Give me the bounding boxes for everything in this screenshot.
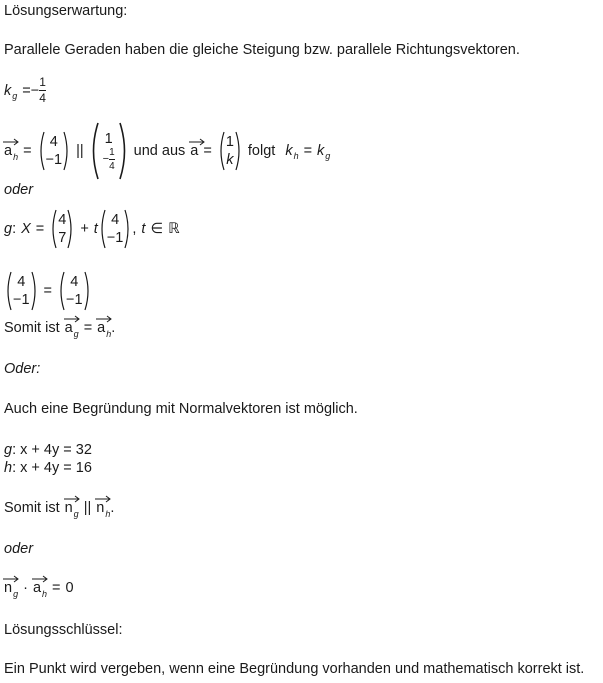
column-vector-2: 1 − $\frac{1}{4}$ <box>90 122 128 180</box>
oder-3: oder <box>4 541 34 557</box>
vector-a-h: $a_h$ <box>4 143 18 159</box>
normal-vector-text: Auch eine Begründung mit Normalvektoren ist möglich. <box>4 401 358 417</box>
kg-equation <box>4 76 46 105</box>
conclusion-2: Somit ist $n_g$ || $n_h$ . <box>4 500 114 516</box>
vector-arrow-icon <box>64 315 80 323</box>
vector-a: a <box>190 143 198 159</box>
kg-var: k <box>4 82 12 99</box>
oder-1: oder <box>4 182 34 198</box>
text-folgt: folgt <box>247 143 276 159</box>
kg-sign: − <box>30 82 40 99</box>
dot-product: $n_g$ · $a_h$ = 0 <box>4 580 74 596</box>
line-g-parametric: g : X = 4 7 + t 4 −1 , t ∈ ℝ <box>4 209 180 249</box>
right-paren-icon <box>84 271 91 311</box>
intro-text: Parallele Geraden haben die gleiche Steigung bzw. parallele Richtungsvektoren. <box>4 42 520 58</box>
vector-arrow-icon <box>96 315 112 323</box>
key-text: Ein Punkt wird vergeben, wenn eine Begründung vorhanden und mathematisch korrekt ist. <box>4 661 585 677</box>
point-vector: 4 7 <box>50 209 74 249</box>
equation-h: h : x + 4y = 16 <box>4 460 92 476</box>
heading-expectation: Lösungserwartung: <box>4 3 128 19</box>
right-paren-icon <box>31 271 38 311</box>
vector-arrow-icon <box>95 495 111 503</box>
vector-arrow-icon <box>189 138 205 146</box>
right-paren-icon <box>119 122 128 180</box>
oder-2: Oder: <box>4 361 41 377</box>
right-paren-icon <box>67 209 74 249</box>
left-paren-icon <box>50 209 57 249</box>
left-paren-icon <box>90 122 99 180</box>
kg-fraction <box>39 76 46 105</box>
kg-den: 4 <box>39 91 46 105</box>
direction-vector-row: $a_h$ = 4 −1 || 1 − $\frac{1}{4}$ und aus a = 1 k folgt k h = k g <box>4 122 330 180</box>
vector-arrow-icon <box>32 575 48 583</box>
direction-vector: 4 −1 <box>99 209 132 249</box>
right-paren-icon <box>235 131 242 171</box>
heading-key: Lösungsschlüssel: <box>4 622 123 638</box>
parallel-symbol: || <box>76 143 84 159</box>
kg-eq: = <box>22 82 31 99</box>
left-paren-icon <box>218 131 225 171</box>
vector-arrow-icon <box>64 495 80 503</box>
left-paren-icon <box>99 209 106 249</box>
right-paren-icon <box>124 209 131 249</box>
column-vector-1: 4 −1 <box>38 131 71 171</box>
right-paren-icon <box>63 131 70 171</box>
vector-equality: 4 −1 = 4 −1 <box>4 271 92 311</box>
equals: = <box>23 143 32 159</box>
text-und-aus: und aus <box>133 143 186 159</box>
column-vector-3: 1 k <box>218 131 242 171</box>
left-paren-icon <box>58 271 65 311</box>
kg-sub: g <box>12 90 18 101</box>
conclusion-1: Somit ist $a_g$ = $a_h$ . <box>4 320 115 336</box>
vector-arrow-icon <box>3 575 19 583</box>
left-paren-icon <box>5 271 12 311</box>
kg-num: 1 <box>39 75 46 89</box>
vector-arrow-icon <box>3 138 19 146</box>
equation-g: g : x + 4y = 32 <box>4 442 92 458</box>
left-paren-icon <box>38 131 45 171</box>
